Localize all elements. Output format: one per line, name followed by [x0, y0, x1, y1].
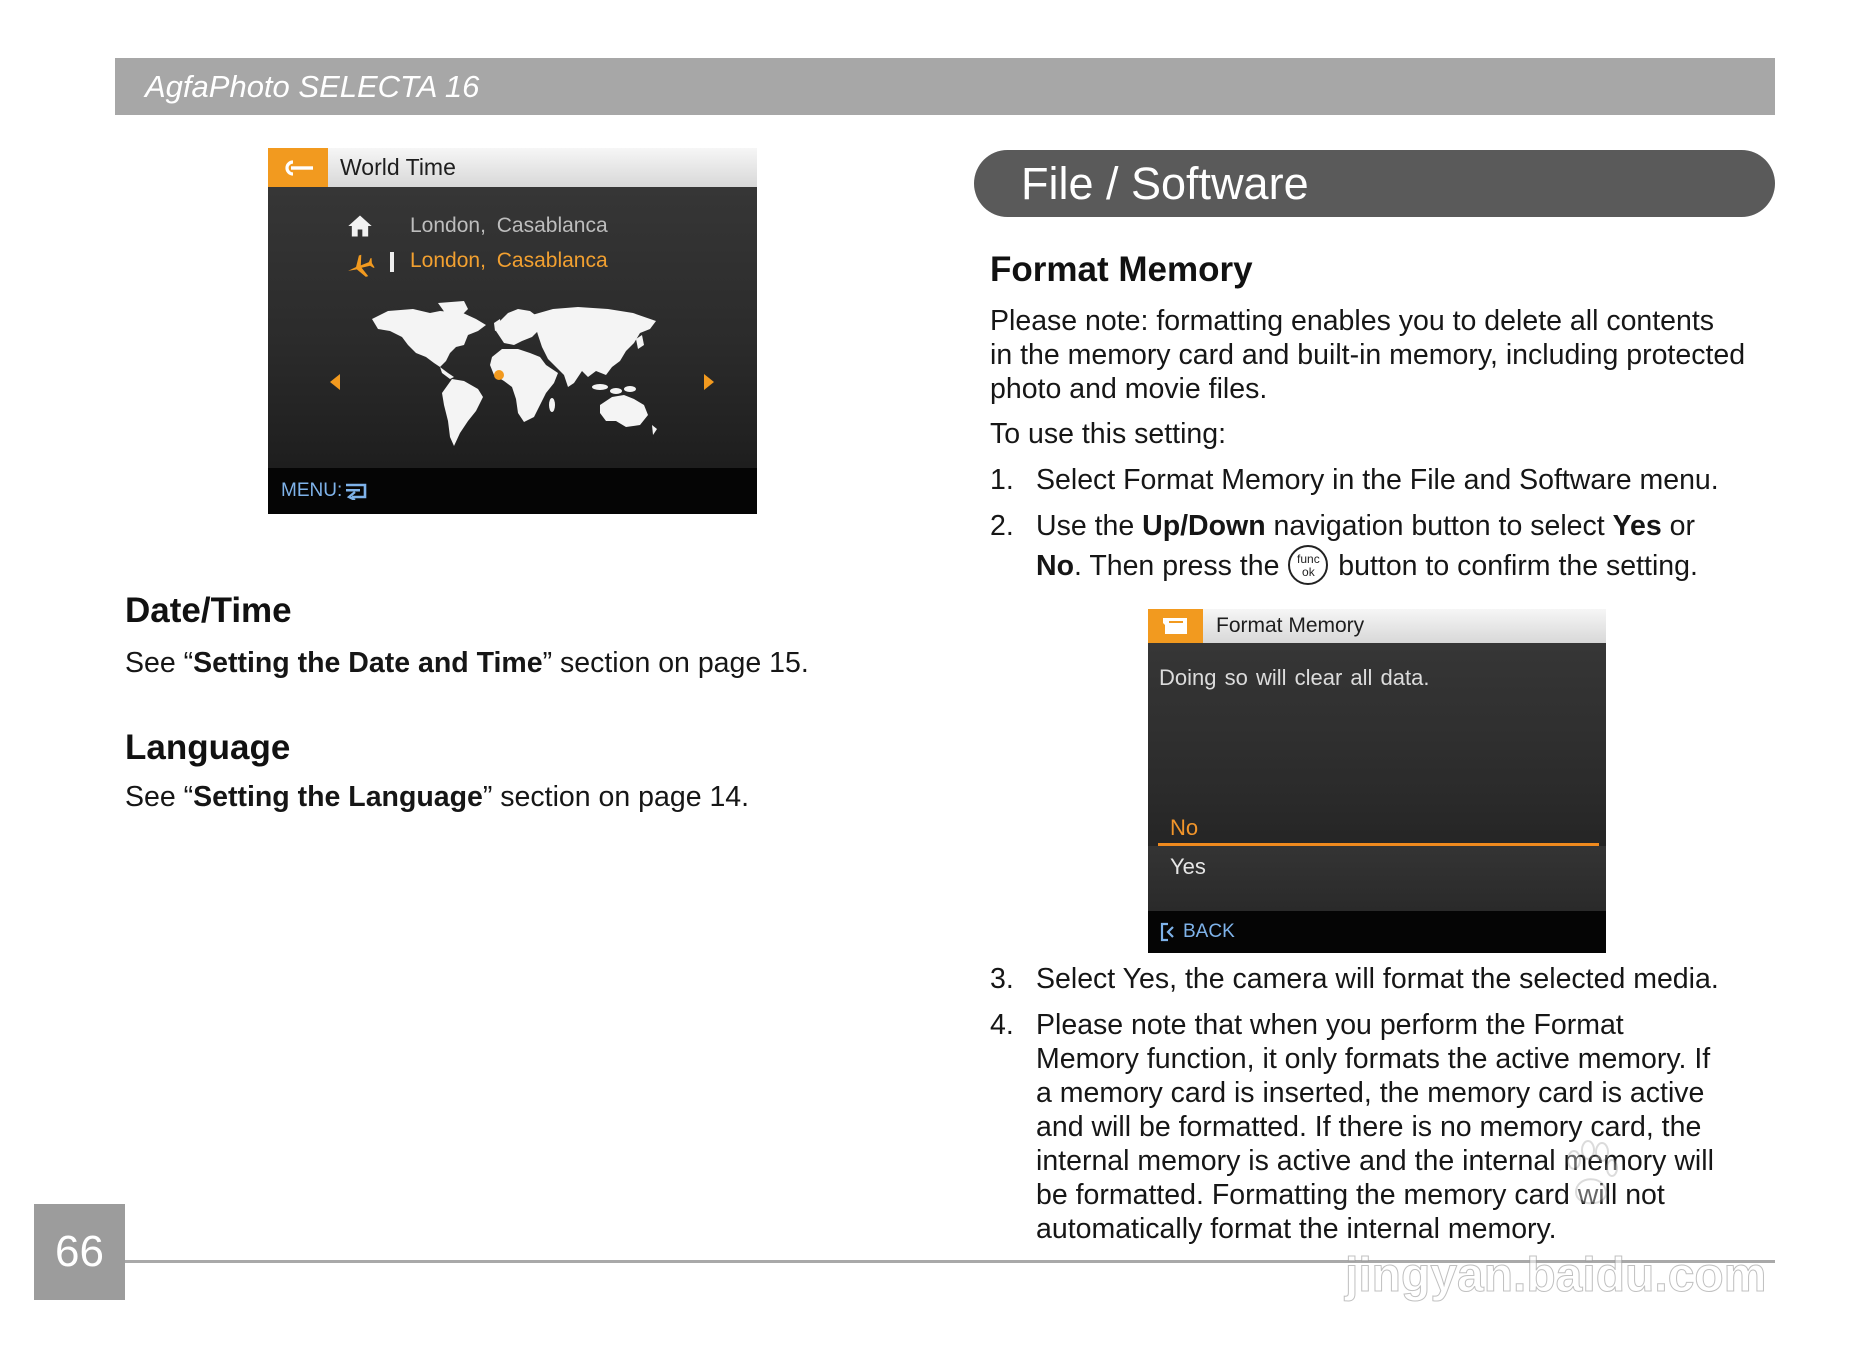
section-title-pill — [974, 150, 1775, 217]
date-time-reference — [125, 646, 809, 680]
screen-title-bar — [1148, 609, 1606, 643]
step-text-part: button to confirm the setting. — [1330, 550, 1698, 582]
step-number: 4. — [990, 1009, 1014, 1041]
confirm-message: Doing so will clear all data. — [1159, 665, 1430, 690]
note-line: photo and movie files. — [990, 373, 1268, 405]
text-cursor — [390, 252, 394, 272]
back-label: BACK — [1183, 921, 1235, 942]
back-icon — [1160, 922, 1180, 942]
arrow-left-icon — [330, 374, 340, 390]
step-text-line: internal memory is active and the internal memory will — [1036, 1145, 1714, 1177]
reference-prefix: See “ — [125, 781, 194, 813]
step-text-line: a memory card is inserted, the memory card is active — [1036, 1077, 1705, 1109]
format-memory-screenshot — [1148, 609, 1606, 953]
product-title: AgfaPhoto SELECTA 16 — [145, 69, 480, 104]
step-number: 3. — [990, 963, 1014, 995]
home-city: London, Casablanca — [410, 214, 608, 237]
option-yes: Yes — [1170, 854, 1206, 879]
destination-city: London, Casablanca — [410, 249, 608, 272]
step-text-line: automatically format the internal memory. — [1036, 1213, 1557, 1245]
screen-tab-box — [268, 148, 328, 187]
screen-footer — [268, 468, 757, 514]
note-line: Please note: formatting enables you to delete all contents — [990, 305, 1715, 337]
screen-title: Format Memory — [1216, 614, 1365, 637]
memory-card-icon — [1161, 616, 1191, 636]
step-text-line — [1036, 509, 1695, 543]
step-bold-term: Yes — [1612, 510, 1662, 542]
func-label: func — [1297, 552, 1320, 567]
option-band — [1148, 846, 1606, 911]
step-text-line: Memory function, it only formats the active memory. If — [1036, 1043, 1711, 1075]
language-reference — [125, 780, 749, 814]
watermark-paw-logo — [1560, 1140, 1620, 1212]
screen-footer — [1148, 911, 1606, 953]
format-memory-heading: Format Memory — [990, 250, 1253, 289]
selection-underline — [1158, 843, 1599, 846]
note-line: in the memory card and built-in memory, including protected — [990, 339, 1746, 371]
func-ok-button-icon — [1288, 545, 1328, 585]
world-time-screenshot — [268, 148, 757, 514]
step-text: Select Yes, the camera will format the selected media. — [1036, 963, 1719, 995]
step-text-line: be formatted. Formatting the memory card will not — [1036, 1179, 1665, 1211]
step-text-part: navigation button to select — [1265, 510, 1613, 542]
menu-label: MENU: — [281, 480, 343, 501]
airplane-icon — [344, 252, 376, 282]
step-number: 2. — [990, 510, 1014, 542]
ok-label: ok — [1302, 565, 1315, 580]
reference-title: Setting the Language — [193, 781, 483, 813]
step-text-line — [1036, 544, 1698, 588]
home-icon — [346, 212, 374, 240]
page-number-box — [34, 1204, 125, 1300]
step-text-line: Please note that when you perform the Format — [1036, 1009, 1624, 1041]
step-text: Select Format Memory in the File and Software menu. — [1036, 464, 1719, 496]
arrow-right-icon — [704, 374, 714, 390]
step-text-part: Use the — [1036, 510, 1143, 542]
option-no: No — [1170, 815, 1199, 840]
screen-title-bar — [268, 148, 757, 187]
step-number: 1. — [990, 464, 1014, 496]
step-text-part: . Then press the — [1074, 550, 1288, 582]
reference-suffix: ” section on page 14. — [482, 781, 750, 813]
world-map — [368, 301, 658, 446]
page-number: 66 — [55, 1227, 104, 1276]
screen-tab-box — [1148, 609, 1203, 643]
step-text-line: and will be formatted. If there is no memory card, the — [1036, 1111, 1702, 1143]
section-title: File / Software — [1021, 158, 1309, 209]
step-bold-term: No — [1036, 550, 1074, 582]
step-bold-term: Up/Down — [1142, 510, 1266, 542]
wrench-icon — [278, 158, 318, 178]
screen-title: World Time — [340, 154, 456, 180]
reference-prefix: See “ — [125, 647, 194, 679]
reference-title: Setting the Date and Time — [193, 647, 543, 679]
watermark-url: jingyan.baidu.com — [1345, 1249, 1767, 1302]
language-heading: Language — [125, 728, 291, 767]
selected-city-marker — [494, 370, 504, 380]
steps-intro: To use this setting: — [990, 418, 1227, 450]
return-icon — [343, 482, 369, 500]
reference-suffix: ” section on page 15. — [542, 647, 809, 679]
date-time-heading: Date/Time — [125, 591, 292, 630]
header-bar — [115, 58, 1775, 115]
step-text-part: or — [1661, 510, 1696, 542]
